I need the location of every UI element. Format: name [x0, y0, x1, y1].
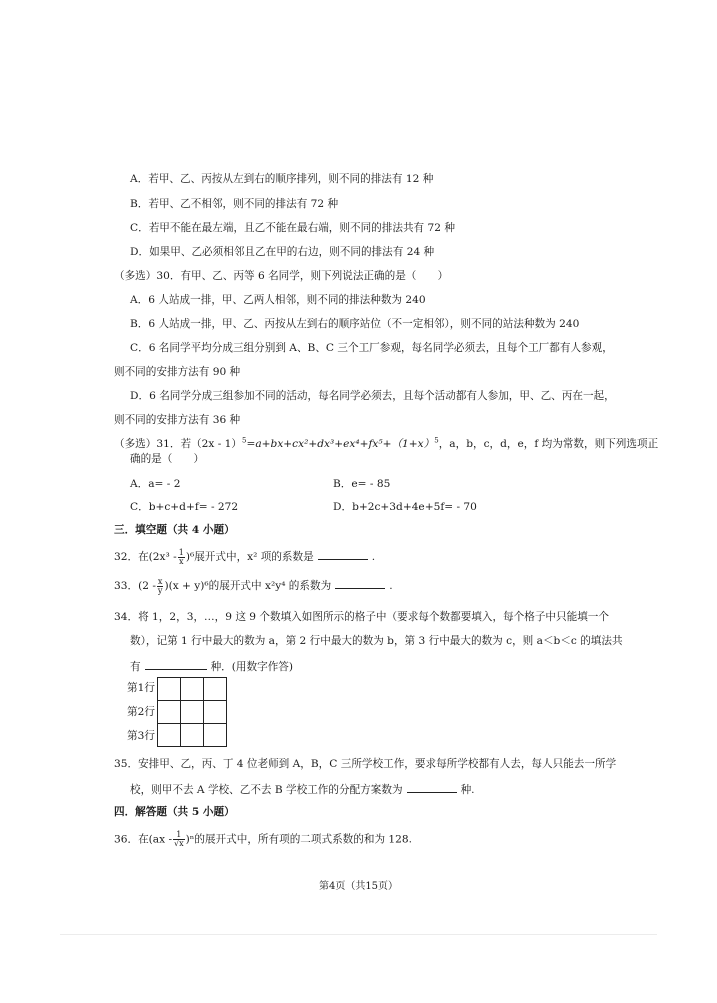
q29-option-c: C．若甲不能在最左端，且乙不能在最右端，则不同的排法共有 72 种	[130, 222, 455, 234]
page-footer: 第4页（共15页）	[318, 881, 399, 892]
q29-option-b: B．若甲、乙不相邻，则不同的排法有 72 种	[130, 198, 339, 210]
number-grid	[157, 677, 227, 747]
grid-cell	[158, 678, 181, 701]
q35-line2-tail: 种.	[460, 784, 475, 796]
q29-option-a: A．若甲、乙、丙按从左到右的顺序排列，则不同的排法有 12 种	[130, 173, 434, 185]
section-answer-heading: 四．解答题（共 5 小题）	[114, 806, 235, 818]
grid-cell	[204, 724, 227, 747]
q32-tail: .	[371, 551, 376, 563]
section-fill-in-heading: 三．填空题（共 4 小题）	[114, 524, 235, 536]
grid-row	[158, 724, 227, 747]
q34-answer-blank[interactable]	[145, 658, 207, 670]
bottom-divider	[60, 934, 657, 935]
q30-option-d-line1: D．6 名同学分成三组参加不同的活动，每名同学必须去，且每个活动都有人参加，甲、乙、丙在一起，	[130, 390, 615, 402]
q31-stem-line2: 确的是（ ）	[130, 453, 205, 465]
grid-cell	[181, 678, 204, 701]
grid-cell	[181, 724, 204, 747]
q35-line1: 35．安排甲、乙，丙、丁 4 位老师到 A，B，C 三所学校工作，要求每所学校都有人去，每人只能去一所学	[114, 758, 617, 770]
q31-option-a: A．a= - 2	[130, 478, 181, 490]
q30-option-d-line2: 则不同的安排方法有 36 种	[114, 414, 241, 426]
q32-fraction-denominator: x	[179, 556, 184, 566]
q33	[114, 577, 393, 595]
q31-option-d: D．b+2c+3d+4e+5f= - 70	[333, 501, 477, 513]
q33-fraction	[157, 578, 164, 595]
q36-prefix: 36．在(ax -	[114, 833, 173, 846]
q36-fraction	[173, 831, 185, 848]
q31-stem-prefix: （多选）31．若（2x - 1）	[114, 438, 242, 450]
q31-stem-tail: ，a，b，c，d，e，f 均为常数，则下列选项正	[438, 438, 659, 450]
q34-line1: 34．将 1，2，3，…，9 这 9 个数填入如图所示的格子中（要求每个数都要填入，每个格子中只能填一个	[114, 611, 609, 623]
grid-row-label-2: 第2行	[127, 706, 155, 718]
q36-tail: )ⁿ的展开式中，所有项的二项式系数的和为 128.	[185, 833, 413, 846]
q33-prefix: 33．(2 -	[114, 580, 156, 592]
q35-line2	[130, 781, 475, 797]
q31-stem-exponent: 5	[242, 436, 247, 445]
q35-answer-blank[interactable]	[407, 781, 457, 793]
q35-line2-prefix: 校，则甲不去 A 学校、乙不去 B 学校工作的分配方案数为	[130, 784, 403, 796]
q33-fraction-numerator: x	[157, 576, 163, 586]
q32-answer-blank[interactable]	[318, 548, 368, 560]
q32-fraction-numerator: 1	[178, 547, 184, 557]
grid-cell	[181, 701, 204, 724]
q30-option-c-line1: C．6 名同学平均分成三组分别到 A、B、C 三个工厂参观，每名同学必须去，且每个工厂都有人参观，	[130, 342, 613, 354]
grid-cell	[204, 678, 227, 701]
q32-prefix: 32．在(2x³ -	[114, 551, 177, 563]
grid-row	[158, 678, 227, 701]
q31-option-c: C．b+c+d+f= - 272	[130, 501, 239, 513]
q31-stem-exponent-2: 5	[434, 436, 439, 445]
q34-line2: 数），记第 1 行中最大的数为 a，第 2 行中最大的数为 b，第 3 行中最大的数为 c，则 a＜b＜c 的填法共	[130, 635, 623, 647]
grid-cell	[158, 724, 181, 747]
grid-cell	[204, 701, 227, 724]
q32	[114, 548, 375, 566]
q29-option-d: D．如果甲、乙必须相邻且乙在甲的右边，则不同的排法有 24 种	[130, 246, 435, 258]
q30-option-b: B．6 人站成一排，甲、乙、丙按从左到右的顺序站位（不一定相邻），则不同的站法种数为 240	[130, 318, 580, 330]
q31-stem-middle: =a+bx+cx²+dx³+ex⁴+fx⁵+（1+x）	[246, 438, 435, 450]
grid-cell	[158, 701, 181, 724]
q36-fraction-numerator: 1	[173, 831, 185, 840]
grid-row-label-3: 第3行	[127, 730, 155, 742]
q32-middle: )⁶展开式中，x² 项的系数是	[185, 551, 314, 563]
grid-row	[158, 701, 227, 724]
q32-fraction	[178, 549, 185, 566]
q33-tail: .	[389, 580, 393, 592]
q30-option-c-line2: 则不同的安排方法有 90 种	[114, 366, 241, 378]
grid-row-label-1: 第1行	[127, 682, 155, 694]
q33-answer-blank[interactable]	[335, 577, 385, 589]
q33-middle: )(x + y)⁶的展开式中 x²y⁴ 的系数为	[164, 580, 332, 592]
q36-fraction-denominator: √x	[174, 839, 184, 848]
q34-line3	[130, 658, 293, 674]
q33-fraction-denominator: y	[157, 585, 163, 595]
q30-option-a: A．6 人站成一排，甲、乙两人相邻，则不同的排法种数为 240	[130, 294, 426, 306]
q31-stem	[114, 437, 658, 451]
q31-option-b: B．e= - 85	[333, 478, 391, 490]
q30-stem: （多选）30．有甲、乙、丙等 6 名同学，则下列说法正确的是（ ）	[114, 270, 449, 282]
q34-line3-tail: 种．(用数字作答)	[210, 661, 294, 673]
q36	[114, 831, 412, 848]
q34-line3-prefix: 有	[130, 661, 141, 673]
